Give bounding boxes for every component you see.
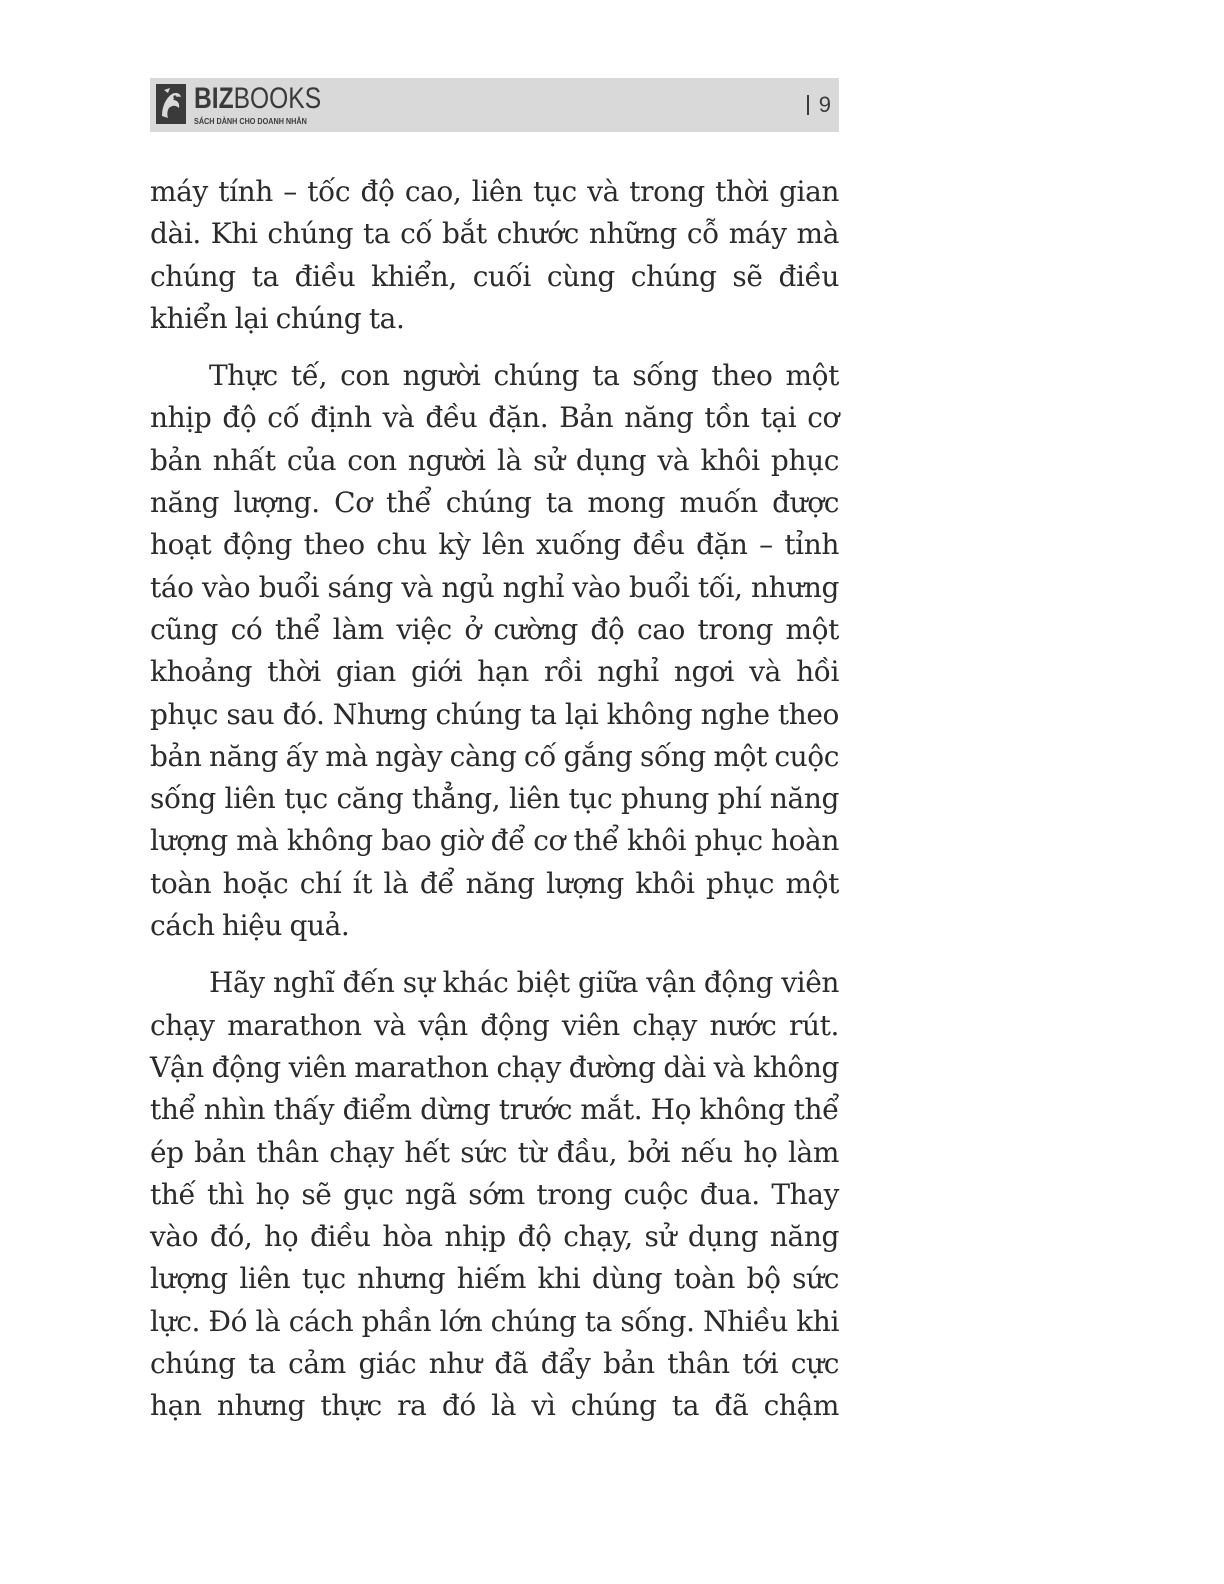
brand-name-bold: BIZ (194, 82, 234, 115)
bizbooks-logo-icon (156, 84, 186, 124)
page-number (807, 92, 831, 118)
page-number-value: 9 (818, 92, 831, 117)
paragraph: Hãy nghĩ đến sự khác biệt giữa vận động viên chạy marathon và vận động viên chạy nước rút. Vận động viên marathon chạy đường dài và không thể nhìn thấy điểm dừng trước mắt. Họ không thể ép bản thân chạy hết sức từ đầu, bởi nếu họ làm thế thì họ sẽ gục ngã sớm trong cuộc đua. Thay vào đó, họ điều hòa nhịp độ chạy, sử dụng năng lượng liên tục nhưng hiếm khi dùng toàn bộ sức lực. Đó là cách phần lớn chúng ta sống. Nhiều khi chúng ta cảm giác như đã đẩy bản thân tới cực hạn nhưng thực ra đó là vì chúng ta đã chậm (150, 966, 839, 1423)
paragraph: Thực tế, con người chúng ta sống theo một nhịp độ cố định và đều đặn. Bản năng tồn tại cơ bản nhất của con người là sử dụng và khôi phục năng lượng. Cơ thể chúng ta mong muốn được hoạt động theo chu kỳ lên xuống đều đặn – tỉnh táo vào buổi sáng và ngủ nghỉ vào buổi tối, nhưng cũng có thể làm việc ở cường độ cao trong một khoảng thời gian giới hạn rồi nghỉ ngơi và hồi phục sau đó. Nhưng chúng ta lại không nghe theo bản năng ấy mà ngày càng cố gắng sống một cuộc sống liên tục căng thẳng, liên tục phung phí năng lượng mà không bao giờ để cơ thể khôi phục hoàn toàn hoặc chí ít là để năng lượng khôi phục một cách hiệu quả. (150, 359, 839, 943)
brand-name (194, 84, 321, 114)
body-text (150, 171, 839, 1428)
brand-tagline: SÁCH DÀNH CHO DOANH NHÂN (194, 116, 307, 126)
bizbooks-logo (156, 84, 349, 128)
page-number-divider (807, 95, 809, 115)
page-header (150, 78, 839, 132)
brand-name-light: BOOKS (233, 82, 322, 115)
paragraph: máy tính – tốc độ cao, liên tục và trong thời gian dài. Khi chúng ta cố bắt chước những cỗ máy mà chúng ta điều khiển, cuối cùng chúng sẽ điều khiển lại chúng ta. (150, 175, 839, 335)
